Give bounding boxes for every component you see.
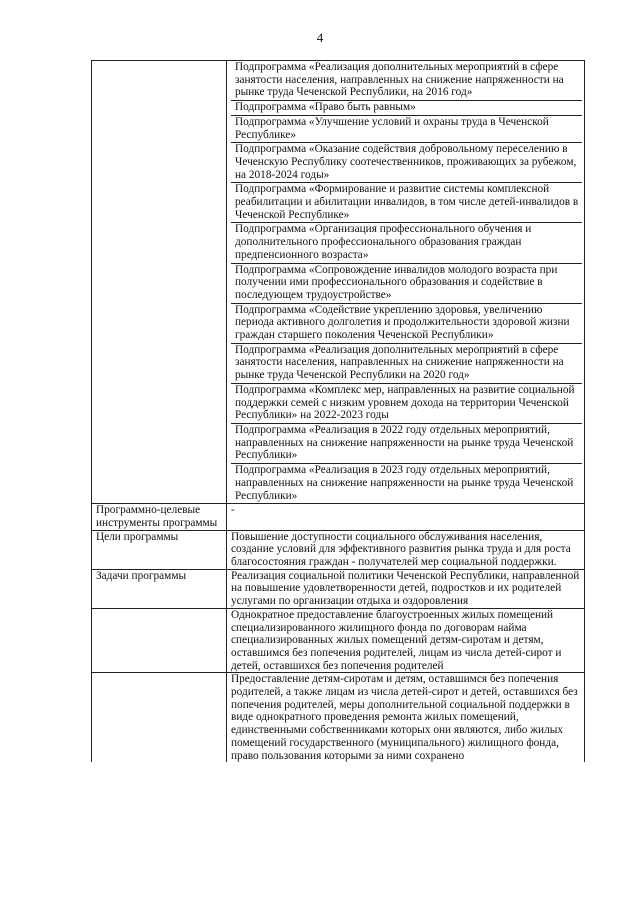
- goals-row: [92, 530, 585, 569]
- tools-row: [92, 504, 585, 530]
- subprograms-row: [92, 61, 585, 504]
- page-number: 4: [316, 30, 324, 45]
- tasks-label-cell-empty: [92, 673, 227, 762]
- subprogram-item: Подпрограмма «Улучшение условий и охраны труда в Чеченской Республике»: [231, 116, 582, 143]
- subprogram-item: Подпрограмма «Право быть равным»: [231, 101, 582, 116]
- goals-value: Повышение доступности социального обслуживания населения, создание условий для эффективного развития рынка труда и для роста благосостояния граждан - получателей мер социальной поддержки.: [227, 530, 585, 569]
- goals-label: Цели программы: [92, 530, 227, 569]
- tasks-row: [92, 608, 585, 673]
- tasks-row: [92, 673, 585, 762]
- tasks-item: Однократное предоставление благоустроенных жилых помещений специализированного жилищного фонда по договорам найма специализированных жилых помещений детям-сиротам и детям, оставшимся без попечения родителей, лицам из числа детей-сирот и детей, оставшихся без попечения родителей: [227, 608, 585, 673]
- subprogram-item: Подпрограмма «Формирование и развитие системы комплексной реабилитации и абилитации инвалидов, в том числе детей-инвалидов в Чеченской Республике»: [231, 183, 582, 223]
- subprogram-item: Подпрограмма «Комплекс мер, направленных на развитие социальной поддержки семей с низким уровнем дохода на территории Чеченской Республики» на 2022-2023 годы: [231, 384, 582, 424]
- subprograms-list: [227, 61, 585, 504]
- subprogram-item: Подпрограмма «Реализация в 2022 году отдельных мероприятий, направленных на снижение напряженности на рынке труда Чеченской Республики»: [231, 424, 582, 464]
- program-passport-table: [91, 60, 585, 762]
- subprograms-label-cell: [92, 61, 227, 504]
- subprogram-item: Подпрограмма «Содействие укреплению здоровья, увеличению периода активного долголетия и продолжительности здоровой жизни граждан старшего поколения Чеченской Республики»: [231, 304, 582, 344]
- tasks-row: [92, 569, 585, 608]
- subprogram-item: Подпрограмма «Оказание содействия добровольному переселению в Чеченскую Республику соотечественников, проживающих за рубежом, на 2018-2024 годы»: [231, 143, 582, 183]
- tools-value: -: [227, 504, 585, 530]
- tasks-item: Реализация социальной политики Чеченской Республики, направленной на повышение удовлетворенности детей, подростков и их родителей услугами по организации отдыха и оздоровления: [227, 569, 585, 608]
- subprogram-item: Подпрограмма «Реализация дополнительных мероприятий в сфере занятости населения, направленных на снижение напряженности на рынке труда Чеченской Республики, на 2016 год»: [231, 61, 582, 101]
- subprogram-item: Подпрограмма «Организация профессионального обучения и дополнительного профессионального образования граждан предпенсионного возраста»: [231, 223, 582, 263]
- tasks-label: Задачи программы: [92, 569, 227, 608]
- tasks-item: Предоставление детям-сиротам и детям, оставшимся без попечения родителей, а также лицам из числа детей-сирот и детей, оставшихся без попечения родителей, меры дополнительной социальной поддержки в виде однократного проведения ремонта жилых помещений, единственными собственниками которых они являются, либо жилых помещений государственного (муниципального) жилищного фонда, право пользования которыми за ними сохранено: [227, 673, 585, 762]
- tasks-label-cell-empty: [92, 608, 227, 673]
- subprogram-item: Подпрограмма «Сопровождение инвалидов молодого возраста при получении ими профессионального образования и содействие в последующем трудоустройстве»: [231, 264, 582, 304]
- tools-label: Программно-целевые инструменты программы: [92, 504, 227, 530]
- subprogram-item: Подпрограмма «Реализация дополнительных мероприятий в сфере занятости населения, направленных на снижение напряженности на рынке труда Чеченской Республики на 2020 год»: [231, 344, 582, 384]
- subprogram-item: Подпрограмма «Реализация в 2023 году отдельных мероприятий, направленных на снижение напряженности на рынке труда Чеченской Республики»: [235, 464, 574, 502]
